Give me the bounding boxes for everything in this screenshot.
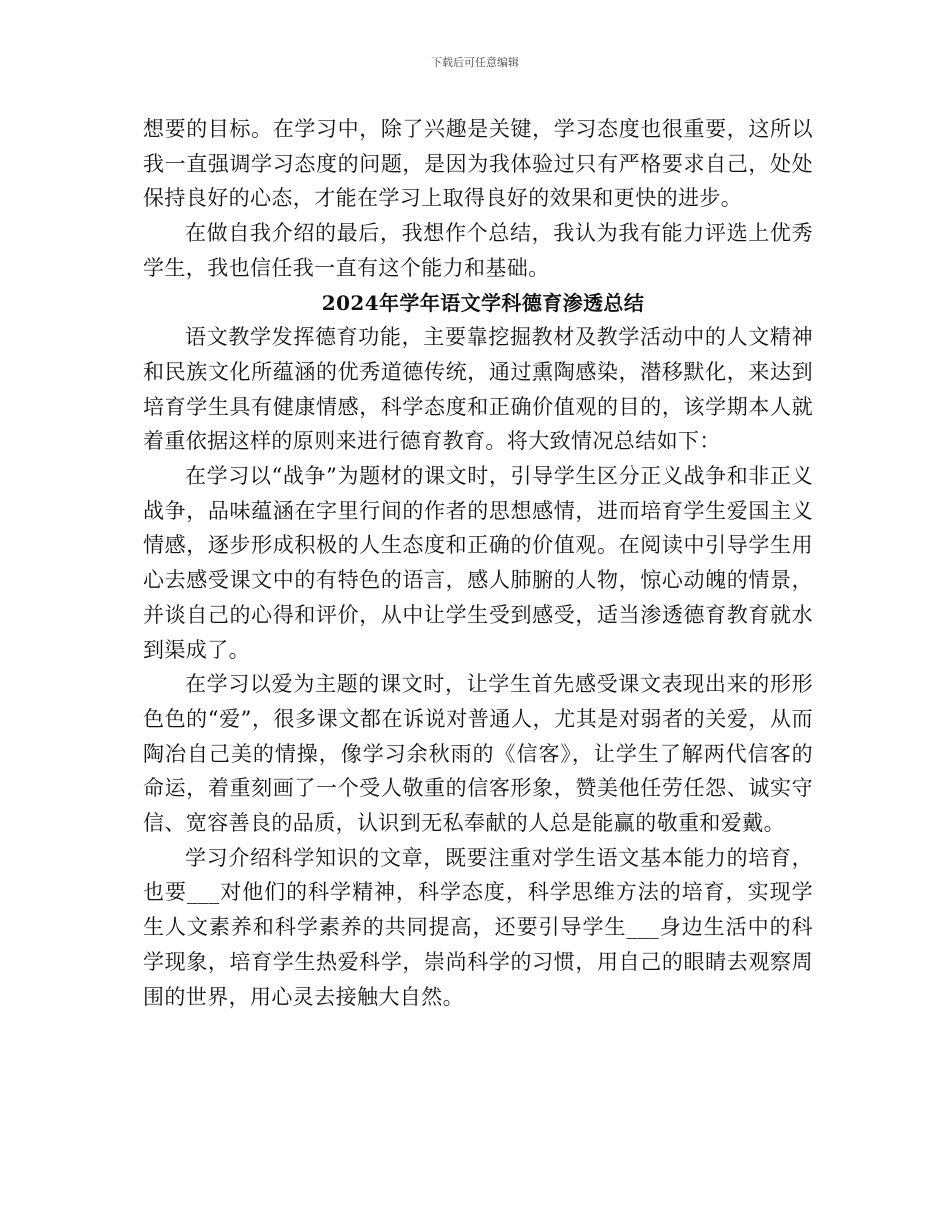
document-body <box>143 112 813 1014</box>
paragraph-science-topic: 学习介绍科学知识的文章，既要注重对学生语文基本能力的培育，也要___对他们的科学精神，科学态度，科学思维方法的培育，实现学生人文素养和科学素养的共同提高，还要引导学生___身边生活中的科学现象，培育学生热爱科学，崇尚科学的习惯，用自己的眼睛去观察周围的世界，用心灵去接触大自然。 <box>143 845 813 1009</box>
page-header: 下载后可任意编辑 <box>431 56 519 69</box>
paragraph-intro: 语文教学发挥德育功能，主要靠挖掘教材及教学活动中的人文精神和民族文化所蕴涵的优秀道德传统，通过熏陶感染，潜移默化，来达到培育学生具有健康情感，科学态度和正确价值观的目的，该学期本人就着重依据这样的原则来进行德育教育。将大致情况总结如下： <box>143 325 813 454</box>
paragraph-conclusion: 在做自我介绍的最后，我想作个总结，我认为我有能力评选上优秀学生，我也信任我一直有这个能力和基础。 <box>143 221 813 280</box>
paragraph-love-topic: 在学习以爱为主题的课文时，让学生首先感受课文表现出来的形形色色的“爱”，很多课文都在诉说对普通人，尤其是对弱者的关爱，从而陶冶自己美的情操，像学习余秋雨的《信客》，让学生了解两代信客的命运，着重刻画了一个受人敬重的信客形象，赞美他任劳任怨、诚实守信、宽容善良的品质，认识到无私奉献的人总是能赢的敬重和爱戴。 <box>143 672 813 836</box>
section-title: 2024年学年语文学科德育渗透总结 <box>321 290 645 315</box>
paragraph-war-topic: 在学习以“战争”为题材的课文时，引导学生区分正义战争和非正义战争，品味蕴涵在字里行间的作者的思想感情，进而培育学生爱国主义情感，逐步形成积极的人生态度和正确的价值观。在阅读中引导学生用心去感受课文中的有特色的语言，感人肺腑的人物，惊心动魄的情景，并谈自己的心得和评价，从中让学生受到感受，适当渗透德育教育就水到渠成了。 <box>143 464 813 662</box>
paragraph-continuation: 想要的目标。在学习中，除了兴趣是关键，学习态度也很重要，这所以我一直强调学习态度的问题，是因为我体验过只有严格要求自己，处处保持良好的心态，才能在学习上取得良好的效果和更快的进步。 <box>143 117 813 211</box>
